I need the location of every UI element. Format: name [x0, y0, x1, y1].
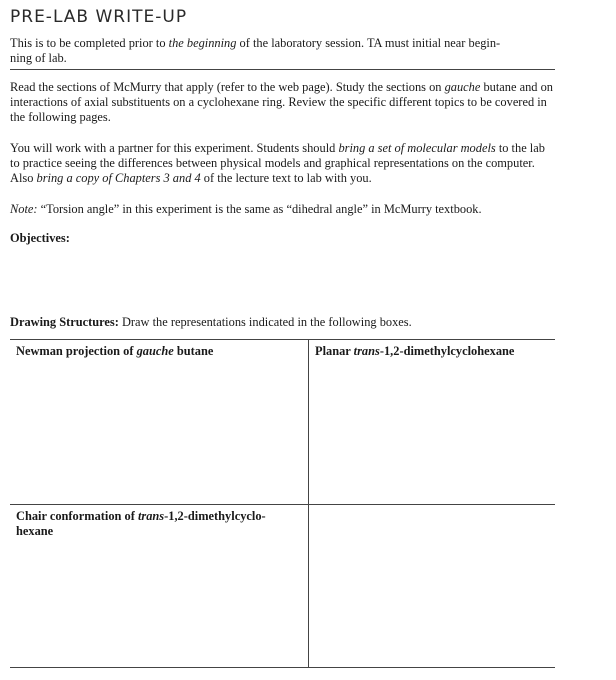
partner-text-cont: to the lab to practice seeing the differences between physical models and graphical representations on the computer. Also — [10, 141, 545, 185]
reading-paragraph — [10, 80, 555, 125]
box-planar-compound: -1,2-dimethylcyclohexane — [379, 344, 515, 358]
intro-text-cont: of the laboratory session. TA must initial near begin- — [236, 36, 501, 50]
partner-text: You will work with a partner for this experiment. Students should — [10, 141, 339, 155]
drawing-text: Draw the representations indicated in the following boxes. — [118, 315, 412, 329]
box-planar-label — [315, 344, 514, 358]
partner-text-end: of the lecture text to lab with you. — [200, 171, 372, 185]
note-paragraph — [10, 202, 555, 217]
intro-text: This is to be completed prior to — [10, 36, 169, 50]
intro-emphasis: the beginning — [168, 36, 237, 50]
box-newman-label — [16, 344, 213, 358]
intro-paragraph — [10, 36, 555, 66]
box-newman-gauche: gauche — [136, 344, 174, 358]
page-title: PRE-LAB WRITE-UP — [10, 7, 188, 27]
drawing-label: Drawing Structures: — [10, 315, 119, 329]
box-chair-label — [16, 509, 266, 538]
intro-text-end: ning of lab. — [10, 51, 67, 65]
box-newman-butane: butane — [173, 344, 214, 358]
box-chair-compound: -1,2-dimethylcyclo- — [164, 509, 266, 523]
objectives-heading — [10, 231, 555, 246]
note-label: Note: — [10, 202, 38, 216]
drawing-box-empty[interactable] — [309, 505, 556, 668]
reading-text: Read the sections of McMurry that apply (refer to the web page). Study the sections on — [10, 80, 445, 94]
drawing-boxes-table — [10, 339, 555, 668]
objectives-label: Objectives: — [10, 231, 70, 245]
heading-rule — [10, 69, 555, 70]
reading-text-cont: butane and on interactions of axial substituents on a cyclohexane ring. Review the specific different topics to be covered in the following pages. — [10, 80, 553, 124]
drawing-instructions — [10, 315, 555, 330]
box-chair-trans: trans — [137, 509, 165, 523]
drawing-box-chair[interactable] — [10, 505, 309, 668]
models-emphasis: bring a set of molecular models — [338, 141, 496, 155]
drawing-box-planar[interactable] — [309, 340, 556, 505]
drawing-box-newman[interactable] — [10, 340, 309, 505]
box-newman-text: Newman projection of — [16, 344, 137, 358]
box-chair-text: Chair conformation of — [16, 509, 138, 523]
chapters-emphasis: bring a copy of Chapters 3 and 4 — [36, 171, 201, 185]
gauche-term: gauche — [444, 80, 481, 94]
box-chair-compound-end: hexane — [16, 524, 54, 538]
box-planar-text: Planar — [315, 344, 354, 358]
box-planar-trans: trans — [353, 344, 380, 358]
note-text: “Torsion angle” in this experiment is the same as “dihedral angle” in McMurry textbook. — [37, 202, 482, 216]
partner-paragraph — [10, 141, 555, 186]
